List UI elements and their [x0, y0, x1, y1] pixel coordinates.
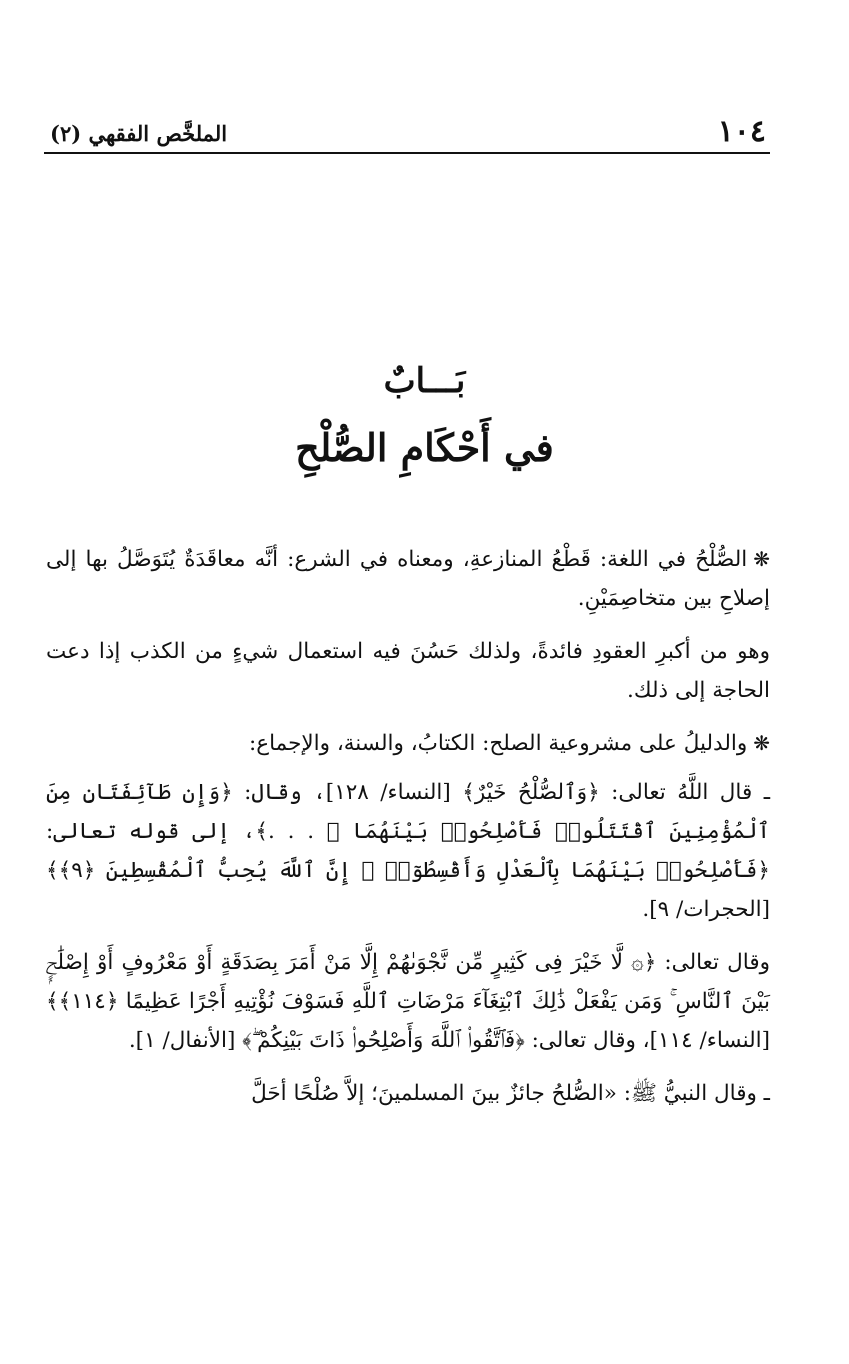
paragraph-text: والدليلُ على مشروعية الصلح: الكتابُ، والسنة، والإجماع:	[249, 731, 748, 756]
asterisk-icon: ❋	[753, 547, 770, 571]
page-number: ١٠٤	[717, 114, 766, 149]
page-header	[44, 108, 770, 152]
paragraph	[46, 1074, 770, 1113]
chapter-title: في أَحْكَامِ الصُّلْحِ	[295, 425, 554, 470]
paragraph	[46, 773, 770, 929]
paragraph	[46, 632, 770, 710]
paragraph-text: وقال تعالى: ﴿۞ لَّا خَيْرَ فِى كَثِيرٍ مِّن نَّجْوَىٰهُمْ إِلَّا مَنْ أَمَرَ بِصَدَقَةٍ أَوْ مَعْرُوفٍ أَوْ إِصْلَٰحٍۭ بَيْنَ ٱلنَّاسِ ۚ وَمَن يَفْعَلْ ذَٰلِكَ ٱبْتِغَآءَ مَرْضَاتِ ٱللَّهِ فَسَوْفَ نُؤْتِيهِ أَجْرًا عَظِيمًا ﴿١١٤﴾﴾ [النساء/ ١١٤]، وقال تعالى: ﴿فَٱتَّقُوا۟ ٱللَّهَ وَأَصْلِحُوا۟ ذَاتَ بَيْنِكُمْ ۖ﴾ [الأنفال/ ١].	[46, 950, 770, 1053]
paragraph-text: ـ وقال النبيُّ ﷺ: «الصُّلحُ جائزٌ بينَ المسلمينَ؛ إلاَّ صُلْحًا أحَلَّ	[251, 1081, 770, 1106]
paragraph-text: الصُّلْحُ في اللغة: قَطْعُ المنازعةِ، ومعناه في الشرع: أنَّه معاقَدَةٌ يُتَوَصَّلُ بها إلى إصلاحِ بين متخاصِمَيْنِ.	[46, 547, 770, 611]
asterisk-icon: ❋	[753, 731, 770, 755]
paragraph	[46, 540, 770, 618]
paragraph-text: ـ قال اللَّهُ تعالى: ﴿وَٱلصُّلْحُ خَيْرٌ﴾ [النساء/ ١٢٨]، وقال: ﴿وَإِن طَآئِفَتَانِ مِنَ ٱلْمُؤْمِنِينَ ٱقْتَتَلُوا۟ فَأَصْلِحُوا۟ بَيْنَهُمَا ۖ . . .﴾، إلى قوله تعالى: ﴿فَأَصْلِحُوا۟ بَيْنَهُمَا بِٱلْعَدْلِ وَأَقْسِطُوٓا۟ ۖ إِنَّ ٱللَّهَ يُحِبُّ ٱلْمُقْسِطِينَ ﴿٩﴾﴾ [الحجرات/ ٩].	[46, 780, 770, 922]
chapter-label: بَـــابٌ	[383, 361, 466, 401]
paragraph-text: وهو من أكبرِ العقودِ فائدةً، ولذلك حَسُنَ فيه استعمال شيءٍ من الكذب إذا دعت الحاجة إلى ذلك.	[46, 639, 770, 703]
paragraph	[46, 724, 770, 763]
header-divider	[44, 152, 770, 154]
book-title: الملخَّص الفقهي (٢)	[50, 121, 228, 146]
paragraph	[46, 943, 770, 1060]
body-text	[46, 540, 770, 1127]
